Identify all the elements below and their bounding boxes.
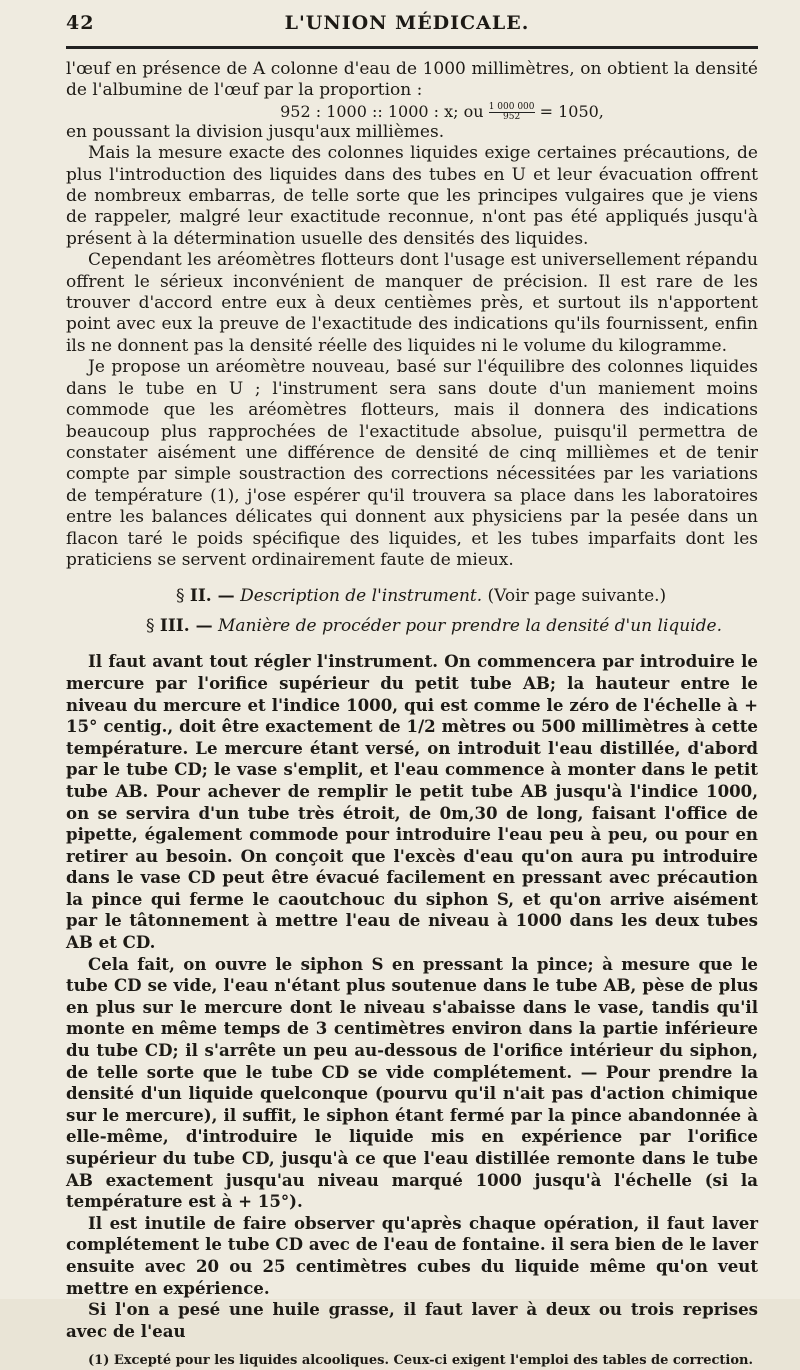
paragraph: Mais la mesure exacte des colonnes liquides exige certaines précautions, de plus l'introduction des liquides dans des tubes en U et leur évacuation offrent de nombreux embarras, de telle sorte que les principes vulgaires que je viens de rappeler, malgré leur exactitude reconnue, n'ont pas été appliqués jusqu'à présent à la détermination usuelle des densités des liquides. <box>66 143 758 249</box>
page-number: 42 <box>66 12 95 34</box>
intro-text: l'œuf en présence de A colonne d'eau de 1000 millimètres, on obtient la densité de l'albumine de l'œuf par la proportion : <box>66 59 758 101</box>
section-note: (Voir page suivante.) <box>487 586 667 607</box>
formula-denominator: 952 <box>503 111 521 122</box>
formula-left: 952 : 1000 :: 1000 : x; ou <box>280 101 484 121</box>
header-rule <box>66 46 758 49</box>
density-formula <box>66 102 758 122</box>
section-number: II. — <box>189 586 235 607</box>
section-number: III. — <box>159 616 213 637</box>
formula-fraction <box>489 103 535 122</box>
section-title: Manière de procéder pour prendre la densité d'un liquide. <box>218 616 722 637</box>
paragraph: Cependant les aréomètres flotteurs dont l'usage est universellement répandu offrent le sérieux inconvénient de manquer de précision. Il est rare de les trouver d'accord entre eux à deux centièmes près, et surtout ils n'apportent point avec eux la preuve de l'exactitude des indications qu'ils fournissent, enfin ils ne donnent pas la densité réelle des liquides ni le volume du kilogramme. <box>66 250 758 356</box>
paragraph: Je propose un aréomètre nouveau, basé sur l'équilibre des colonnes liquides dans le tube en U ; l'instrument sera sans doute d'un maniement moins commode que les aréomètres flotteurs, mais il donnera des indications beaucoup plus rapprochées de l'exactitude absolue, puisqu'il permettra de constater aisément une différence de densité de cinq millièmes et de tenir compte par simple soustraction des corrections nécessitées par les variations de température (1), j'ose espérer qu'il trouvera sa place dans les laboratoires entre les balances délicates qui donnent aux physiciens par la pesée dans un flacon taré le poids spécifique des liquides, et les tubes imparfaits dont les praticiens se servent ordinairement faute de mieux. <box>66 357 758 570</box>
intro-continuation: en poussant la division jusqu'aux millièmes. <box>66 121 445 142</box>
section-symbol: § <box>146 616 155 637</box>
running-title: L'UNION MÉDICALE. <box>284 12 530 34</box>
page-header <box>66 12 758 46</box>
paragraph: Cela fait, on ouvre le siphon S en pressant la pince; à mesure que le tube CD se vide, l'eau n'étant plus soutenue dans le tube AB, pèse de plus en plus sur le mercure dont le niveau s'abaisse dans le vase, tandis qu'il monte en même temps de 3 centimètres environ dans la partie inférieure du tube CD; il s'arrête un peu au-dessous de l'orifice intérieur du siphon, de telle sorte que le tube CD se vide complétement. — Pour prendre la densité d'un liquide quelconque (pourvu qu'il n'ait pas d'action chimique sur le mercure), il suffit, le siphon étant fermé par la pince abandonnée à elle-même, d'introduire le liquide mis en expérience par l'orifice supérieur du tube CD, jusqu'à ce que l'eau distillée remonte dans le tube AB exactement jusqu'au niveau marqué 1000 jusqu'à l'échelle (si la température est à + 15°). <box>66 953 758 1212</box>
procedure-text <box>66 651 758 1342</box>
section-symbol: § <box>176 586 185 607</box>
section-title: Description de l'instrument. <box>240 586 483 607</box>
formula-numerator: 1 000 000 <box>488 101 535 112</box>
paragraph: Si l'on a pesé une huile grasse, il faut laver à deux ou trois reprises avec de l'eau <box>66 1299 758 1341</box>
section-heading-3 <box>66 615 758 637</box>
paragraph: Il est inutile de faire observer qu'après chaque opération, il faut laver complétement le tube CD avec de l'eau de fontaine. il sera bien de le laver ensuite avec 20 ou 25 centimètres cubes du liquide même qu'on veut mettre en expérience. <box>66 1212 758 1298</box>
section-heading-2 <box>66 585 758 607</box>
paragraph: Il faut avant tout régler l'instrument. On commencera par introduire le mercure par l'orifice supérieur du petit tube AB; la hauteur entre le niveau du mercure et l'indice 1000, qui est comme le zéro de l'échelle à + 15° centig., doit être exactement de 1/2 mètres ou 500 millimètres à cette température. Le mercure étant versé, on introduit l'eau distillée, d'abord par le tube CD; le vase s'emplit, et l'eau commence à monter dans le petit tube AB. Pour achever de remplir le petit tube AB jusqu'à l'indice 1000, on se servira d'un tube très étroit, de 0m,30 de long, faisant l'office de pipette, également commode pour introduire l'eau peu à peu, ou pour en retirer au besoin. On conçoit que l'excès d'eau qu'on aura pu introduire dans le vase CD peut être évacué facilement en pressant avec précaution la pince qui ferme le caoutchouc du siphon S, et qu'on arrive aisément par le tâtonnement à mettre l'eau de niveau à 1000 dans les deux tubes AB et CD. <box>66 651 758 953</box>
formula-right: = 1050, <box>539 101 604 121</box>
footnote: (1) Excepté pour les liquides alcooliques. Ceux-ci exigent l'emploi des tables de correction. <box>88 1353 753 1369</box>
